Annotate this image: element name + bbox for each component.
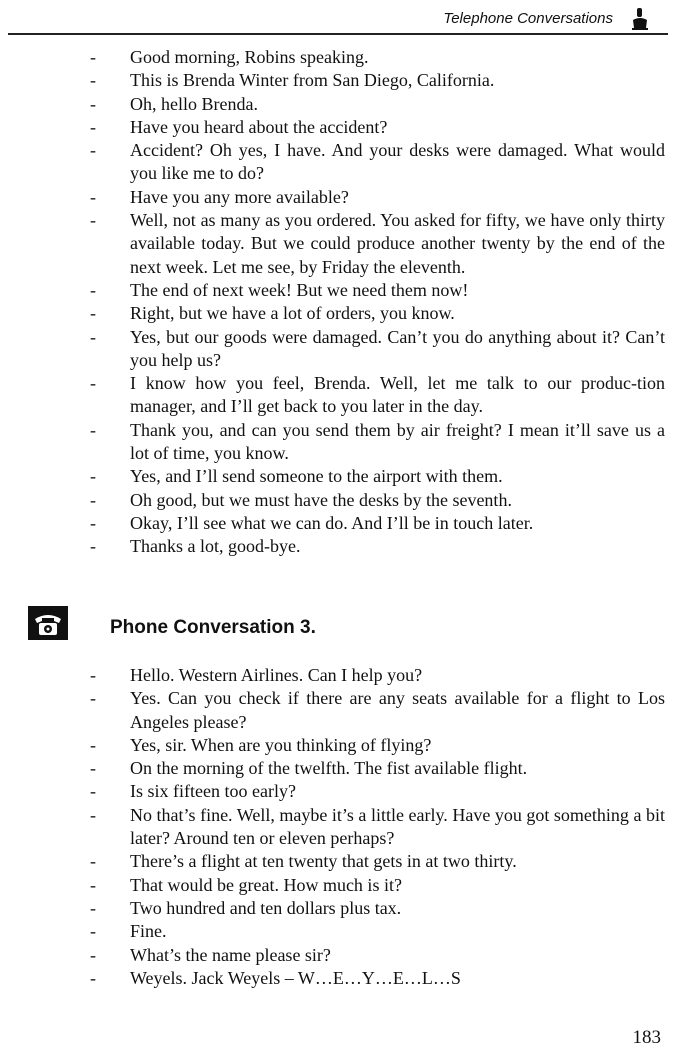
dash-marker: - <box>90 851 96 872</box>
dash-marker: - <box>90 279 96 300</box>
dialogue-line <box>0 186 675 209</box>
dialogue-line <box>0 804 675 851</box>
dialogue-line <box>0 302 675 325</box>
dialogue-line <box>0 850 675 873</box>
dash-marker: - <box>90 758 96 779</box>
dash-marker: - <box>90 512 96 533</box>
dialogue-line <box>0 734 675 757</box>
dialogue-line <box>0 874 675 897</box>
dash-marker: - <box>90 186 96 207</box>
dash-marker: - <box>90 688 96 709</box>
dash-marker: - <box>90 303 96 324</box>
dialogue-text: Well, not as many as you ordered. You asked for fifty, we have only thirty available today. But we could produce another twenty by the end of the next week. Let me see, by Friday the eleventh. <box>130 210 665 277</box>
dash-marker: - <box>90 734 96 755</box>
dialogue-text: Thank you, and can you send them by air freight? I mean it’ll save us a lot of time, you know. <box>130 419 665 464</box>
dialogue-text: Oh good, but we must have the desks by the seventh. <box>130 489 512 510</box>
dialogue-text: Two hundred and ten dollars plus tax. <box>130 897 402 918</box>
dialogue-text: Oh, hello Brenda. <box>130 93 258 114</box>
dialogue-text: Have you heard about the accident? <box>130 116 388 137</box>
dialogue-text: Accident? Oh yes, I have. And your desks were damaged. What would you like me to do? <box>130 140 665 184</box>
dialogue-line <box>0 279 675 302</box>
telephone-icon <box>28 606 68 640</box>
dash-marker: - <box>90 116 96 137</box>
dialogue-text: Okay, I’ll see what we can do. And I’ll be in touch later. <box>130 512 534 533</box>
dialogue-line <box>0 209 675 279</box>
dialogue-text: Yes, but our goods were damaged. Can’t you do anything about it? Can’t you help us? <box>130 326 665 370</box>
dialogue-text: I know how you feel, Brenda. Well, let me talk to our produc-tion manager, and I’ll get back to you later in the day. <box>130 373 665 417</box>
dialogue-text: This is Brenda Winter from San Diego, California. <box>130 70 495 91</box>
dash-marker: - <box>90 70 96 91</box>
dash-marker: - <box>90 944 96 965</box>
dialogue-text: There’s a flight at ten twenty that gets in at two thirty. <box>130 851 517 872</box>
conversation-2-lines <box>0 46 675 559</box>
page-number: 183 <box>632 1027 661 1048</box>
dialogue-line <box>0 372 675 419</box>
running-title: Telephone Conversations <box>443 10 613 27</box>
dialogue-line <box>0 780 675 803</box>
dialogue-line <box>0 757 675 780</box>
header-rule <box>8 33 668 35</box>
dialogue-text: Is six fifteen too early? <box>130 781 296 802</box>
dialogue-line <box>0 687 675 734</box>
dash-marker: - <box>90 921 96 942</box>
dialogue-text: What’s the name please sir? <box>130 944 331 965</box>
dash-marker: - <box>90 326 96 347</box>
dash-marker: - <box>90 210 96 231</box>
dialogue-line <box>0 139 675 186</box>
dialogue-line <box>0 512 675 535</box>
dash-marker: - <box>90 897 96 918</box>
dash-marker: - <box>90 665 96 685</box>
dash-marker: - <box>90 373 96 394</box>
dialogue-line <box>0 465 675 488</box>
dialogue-text: Right, but we have a lot of orders, you know. <box>130 303 455 324</box>
dialogue-line <box>0 967 675 990</box>
dash-marker: - <box>90 781 96 802</box>
dialogue-text: The end of next week! But we need them now! <box>130 279 469 300</box>
dash-marker: - <box>90 140 96 161</box>
dialogue-line <box>0 535 675 558</box>
dash-marker: - <box>90 489 96 510</box>
dialogue-line <box>0 944 675 967</box>
dialogue-text: That would be great. How much is it? <box>130 874 402 895</box>
dash-marker: - <box>90 466 96 487</box>
dialogue-line <box>0 419 675 466</box>
dialogue-line <box>0 116 675 139</box>
dialogue-line <box>0 93 675 116</box>
dialogue-text: Thanks a lot, good-bye. <box>130 536 301 557</box>
dialogue-text: Yes, sir. When are you thinking of flying? <box>130 734 432 755</box>
dialogue-text: No that’s fine. Well, maybe it’s a little early. Have you got something a bit later? Around ten or eleven perhaps? <box>130 804 665 849</box>
dialogue-text: Good morning, Robins speaking. <box>130 47 369 67</box>
dialogue-text: Yes, and I’ll send someone to the airport with them. <box>130 466 503 487</box>
dash-marker: - <box>90 536 96 557</box>
dialogue-text: Hello. Western Airlines. Can I help you? <box>130 665 423 685</box>
dialogue-line <box>0 920 675 943</box>
dialogue-line <box>0 46 675 69</box>
dialogue-text: On the morning of the twelfth. The fist available flight. <box>130 758 528 779</box>
dialogue-line <box>0 69 675 92</box>
dialogue-line <box>0 326 675 373</box>
dash-marker: - <box>90 47 96 67</box>
dash-marker: - <box>90 93 96 114</box>
dash-marker: - <box>90 804 96 825</box>
phone-handset-icon <box>629 6 651 32</box>
dialogue-line <box>0 489 675 512</box>
dash-marker: - <box>90 419 96 440</box>
dialogue-text: Have you any more available? <box>130 186 349 207</box>
dialogue-line <box>0 897 675 920</box>
dialogue-text: Weyels. Jack Weyels – W…E…Y…E…L…S <box>130 967 461 988</box>
dash-marker: - <box>90 874 96 895</box>
dialogue-text: Yes. Can you check if there are any seats available for a flight to Los Angeles please? <box>130 688 665 732</box>
dialogue-text: Fine. <box>130 921 167 942</box>
section-heading: Phone Conversation 3. <box>110 617 316 638</box>
conversation-3-lines <box>0 664 675 990</box>
dialogue-line <box>0 664 675 687</box>
dash-marker: - <box>90 967 96 988</box>
